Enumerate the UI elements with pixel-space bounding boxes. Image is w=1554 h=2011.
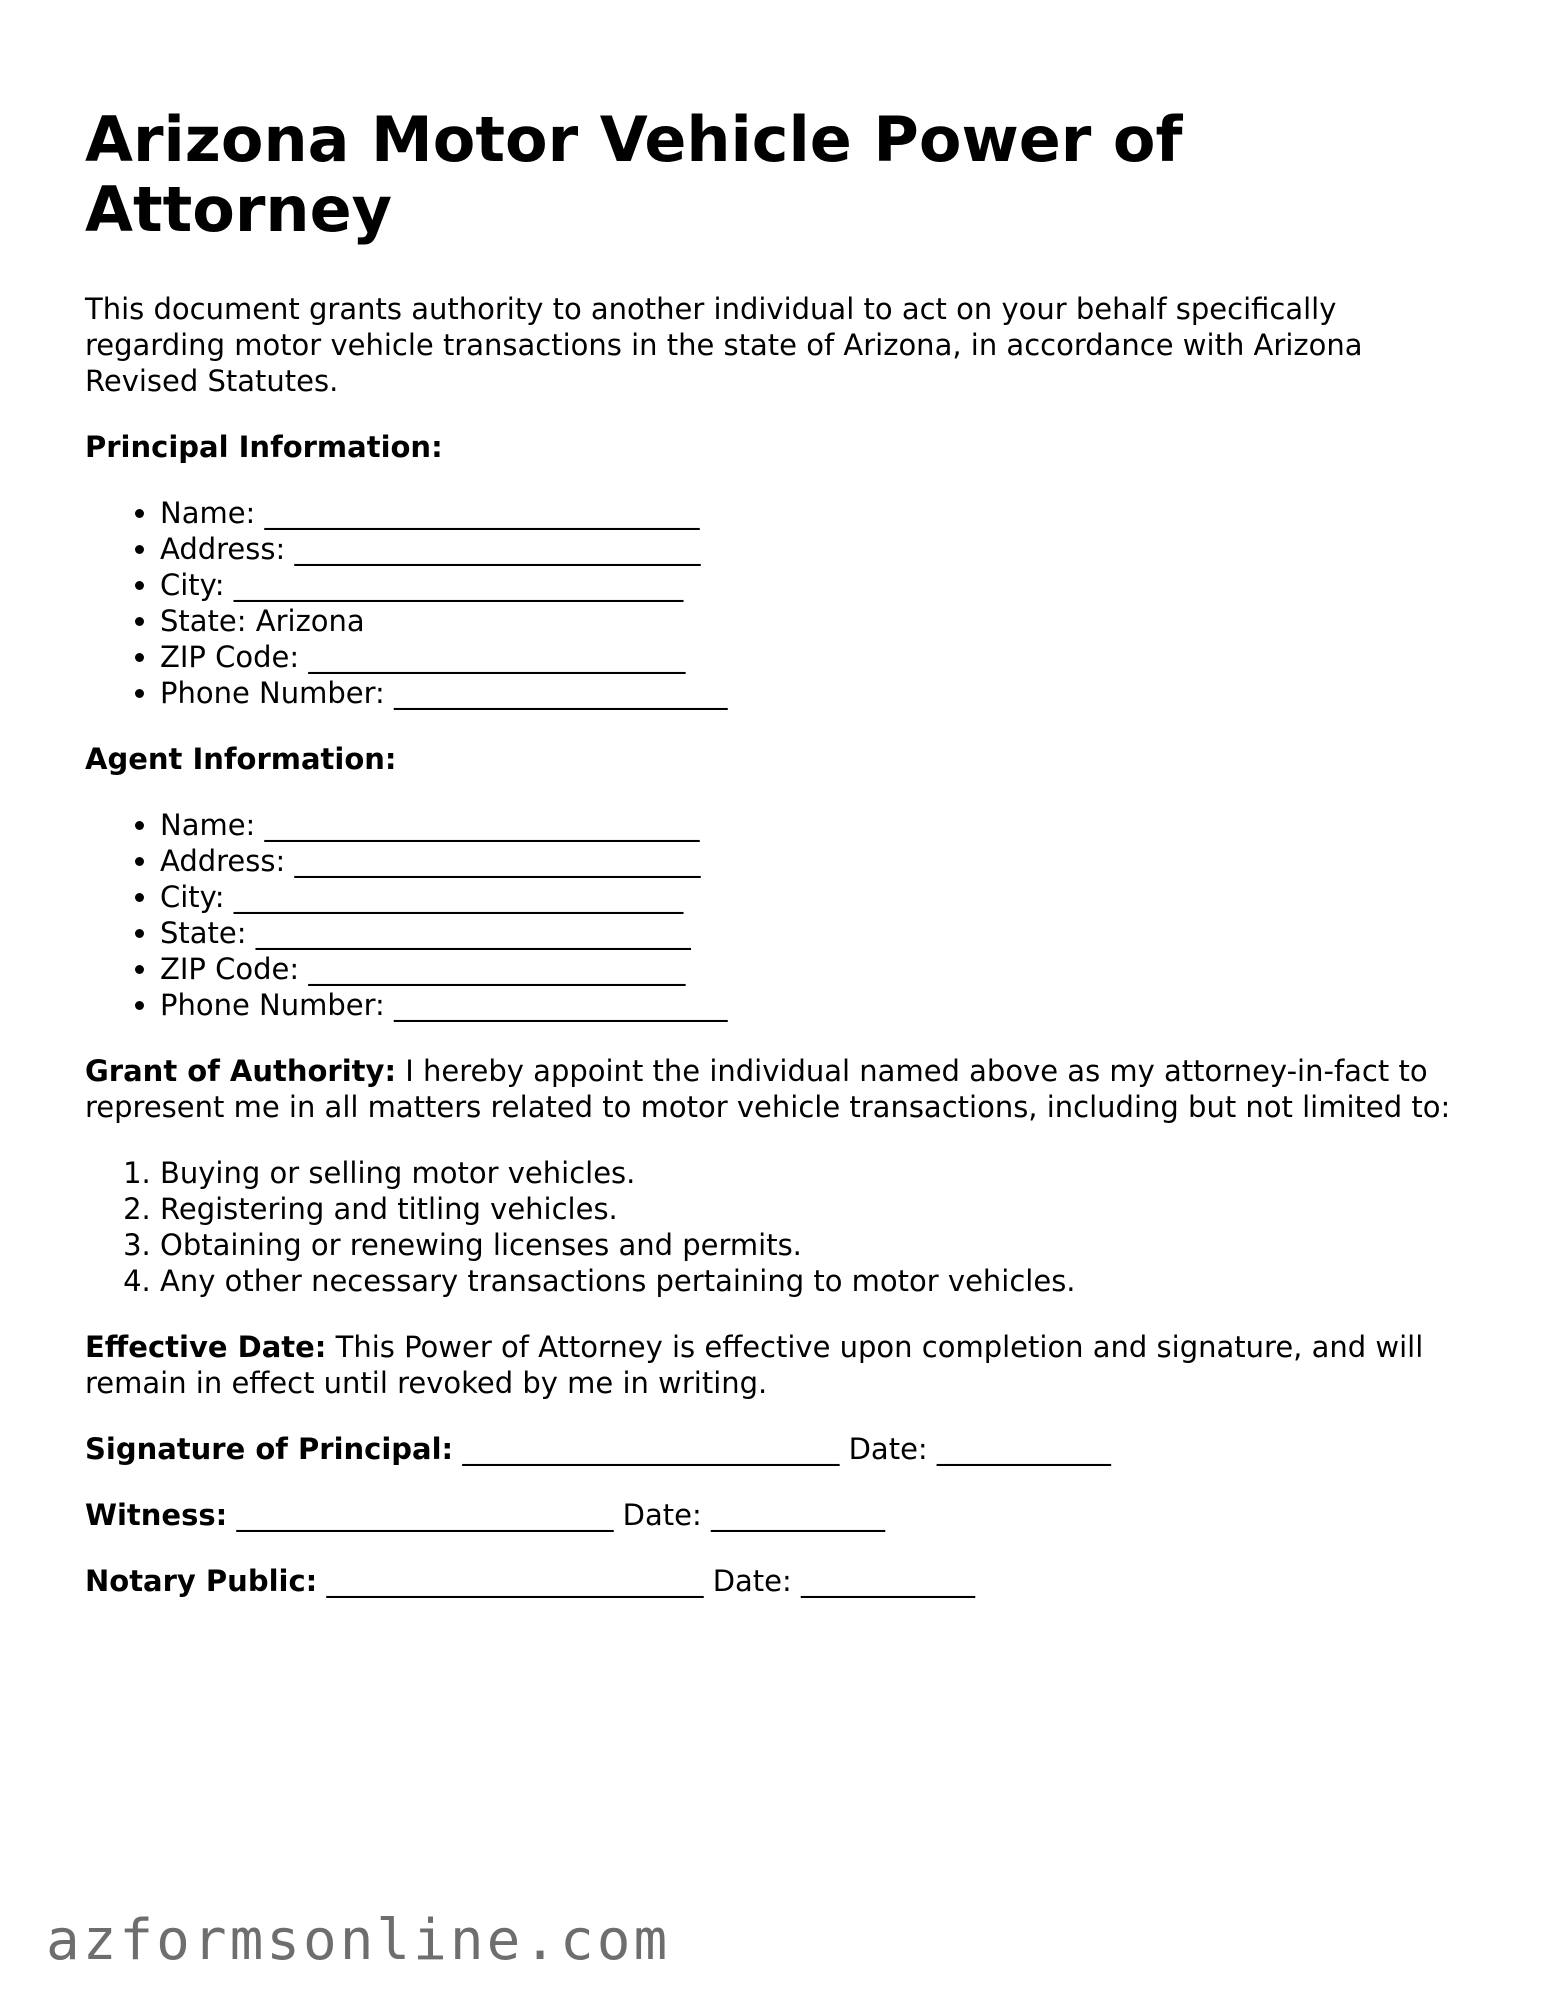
agent-name-field: • Name: ______________________________ bbox=[160, 807, 1485, 843]
agent-heading: Agent Information: bbox=[85, 742, 397, 776]
agent-address-field: • Address: ____________________________ bbox=[160, 843, 1485, 879]
principal-signature-line bbox=[85, 1431, 1485, 1467]
authority-item: 1. Buying or selling motor vehicles. bbox=[160, 1155, 1485, 1191]
principal-fields-list bbox=[85, 495, 1485, 711]
notary-signature-line bbox=[85, 1563, 1485, 1599]
agent-phone-field: • Phone Number: _______________________ bbox=[160, 987, 1485, 1023]
authority-list bbox=[85, 1155, 1485, 1299]
site-watermark: azformsonline.com bbox=[46, 1908, 671, 1973]
grant-of-authority-paragraph bbox=[85, 1053, 1465, 1125]
principal-zip-field: • ZIP Code: __________________________ bbox=[160, 639, 1485, 675]
principal-signature-label: Signature of Principal: bbox=[85, 1432, 454, 1466]
witness-signature-label: Witness: bbox=[85, 1498, 228, 1532]
witness-signature-blanks: __________________________ Date: ____________ bbox=[227, 1498, 885, 1532]
effective-label: Effective Date: bbox=[85, 1330, 327, 1364]
authority-item: 3. Obtaining or renewing licenses and permits. bbox=[160, 1227, 1485, 1263]
notary-signature-label: Notary Public: bbox=[85, 1564, 318, 1598]
principal-phone-field: • Phone Number: _______________________ bbox=[160, 675, 1485, 711]
principal-name-field: • Name: ______________________________ bbox=[160, 495, 1485, 531]
agent-city-field: • City: _______________________________ bbox=[160, 879, 1485, 915]
witness-signature-line bbox=[85, 1497, 1485, 1533]
authority-item: 2. Registering and titling vehicles. bbox=[160, 1191, 1485, 1227]
agent-fields-list bbox=[85, 807, 1485, 1023]
effective-text: This Power of Attorney is effective upon completion and signature, and will remain in effect until revoked by me in writing. bbox=[85, 1330, 1424, 1400]
effective-date-paragraph bbox=[85, 1329, 1465, 1401]
agent-state-field: • State: ______________________________ bbox=[160, 915, 1485, 951]
principal-heading: Principal Information: bbox=[85, 430, 443, 464]
document-title: Arizona Motor Vehicle Power of Attorney bbox=[85, 103, 1183, 246]
grant-text: I hereby appoint the individual named above as my attorney-in-fact to represent me in all matters related to motor vehicle transactions, including but not limited to: bbox=[85, 1054, 1451, 1124]
principal-address-field: • Address: ____________________________ bbox=[160, 531, 1485, 567]
intro-paragraph: This document grants authority to another individual to act on your behalf specifically regarding motor vehicle transactions in the state of Arizona, in accordance with Arizona Revised Statutes. bbox=[85, 292, 1363, 398]
document-page bbox=[85, 105, 1485, 1629]
principal-city-field: • City: _______________________________ bbox=[160, 567, 1485, 603]
notary-signature-blanks: __________________________ Date: ____________ bbox=[317, 1564, 976, 1598]
principal-signature-blanks: __________________________ Date: ____________ bbox=[453, 1432, 1111, 1466]
authority-item: 4. Any other necessary transactions pertaining to motor vehicles. bbox=[160, 1263, 1485, 1299]
grant-label: Grant of Authority: bbox=[85, 1054, 397, 1088]
principal-state-field: • State: Arizona bbox=[160, 603, 1485, 639]
agent-zip-field: • ZIP Code: __________________________ bbox=[160, 951, 1485, 987]
